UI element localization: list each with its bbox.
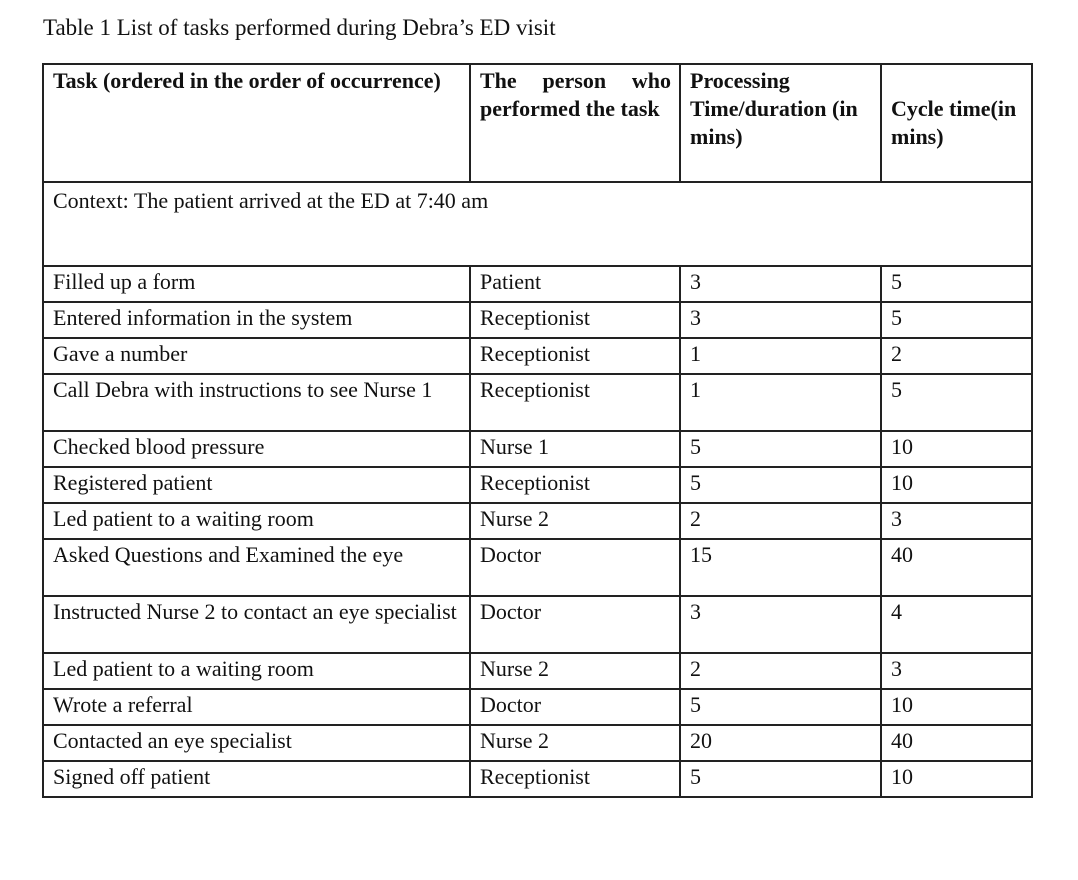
person-cell: Receptionist xyxy=(470,302,680,338)
table-row xyxy=(43,689,1032,725)
processing-time-cell: 5 xyxy=(680,431,881,467)
cycle-time-cell: 40 xyxy=(881,725,1032,761)
person-cell: Receptionist xyxy=(470,467,680,503)
processing-time-cell: 2 xyxy=(680,503,881,539)
processing-time-cell: 20 xyxy=(680,725,881,761)
cycle-time-cell: 3 xyxy=(881,503,1032,539)
person-cell: Nurse 2 xyxy=(470,503,680,539)
table-row xyxy=(43,503,1032,539)
table-body xyxy=(43,64,1032,797)
table-row xyxy=(43,338,1032,374)
task-cell: Registered patient xyxy=(43,467,470,503)
cycle-time-cell: 2 xyxy=(881,338,1032,374)
cycle-time-cell: 5 xyxy=(881,374,1032,431)
cycle-time-cell: 5 xyxy=(881,266,1032,302)
cycle-time-cell: 10 xyxy=(881,431,1032,467)
processing-time-cell: 3 xyxy=(680,302,881,338)
person-cell: Doctor xyxy=(470,596,680,653)
context-cell: Context: The patient arrived at the ED at 7:40 am xyxy=(43,182,1032,266)
table-row xyxy=(43,539,1032,596)
header-task: Task (ordered in the order of occurrence) xyxy=(43,64,470,182)
cycle-time-cell: 4 xyxy=(881,596,1032,653)
person-cell: Receptionist xyxy=(470,338,680,374)
table-caption: Table 1 List of tasks performed during Debra’s ED visit xyxy=(43,15,556,40)
task-cell: Led patient to a waiting room xyxy=(43,653,470,689)
header-person: The person who performed the task xyxy=(470,64,680,182)
context-row xyxy=(43,182,1032,266)
cycle-time-cell: 40 xyxy=(881,539,1032,596)
task-cell: Gave a number xyxy=(43,338,470,374)
header-processing-time: Processing Time/duration (in mins) xyxy=(680,64,881,182)
task-cell: Call Debra with instructions to see Nurse 1 xyxy=(43,374,470,431)
cycle-time-cell: 5 xyxy=(881,302,1032,338)
table-row xyxy=(43,374,1032,431)
processing-time-cell: 5 xyxy=(680,467,881,503)
processing-time-cell: 1 xyxy=(680,374,881,431)
table-row xyxy=(43,725,1032,761)
table-row xyxy=(43,431,1032,467)
task-cell: Checked blood pressure xyxy=(43,431,470,467)
processing-time-cell: 3 xyxy=(680,596,881,653)
task-cell: Entered information in the system xyxy=(43,302,470,338)
cycle-time-cell: 10 xyxy=(881,467,1032,503)
cycle-time-cell: 10 xyxy=(881,689,1032,725)
processing-time-cell: 5 xyxy=(680,689,881,725)
table-row xyxy=(43,467,1032,503)
person-cell: Receptionist xyxy=(470,374,680,431)
processing-time-cell: 5 xyxy=(680,761,881,797)
cycle-time-cell: 3 xyxy=(881,653,1032,689)
person-cell: Doctor xyxy=(470,539,680,596)
task-cell: Signed off patient xyxy=(43,761,470,797)
table-row xyxy=(43,266,1032,302)
person-cell: Patient xyxy=(470,266,680,302)
task-cell: Led patient to a waiting room xyxy=(43,503,470,539)
person-cell: Nurse 2 xyxy=(470,653,680,689)
person-cell: Doctor xyxy=(470,689,680,725)
table-row xyxy=(43,302,1032,338)
table-row xyxy=(43,653,1032,689)
person-cell: Nurse 2 xyxy=(470,725,680,761)
table-row xyxy=(43,761,1032,797)
task-cell: Contacted an eye specialist xyxy=(43,725,470,761)
processing-time-cell: 1 xyxy=(680,338,881,374)
task-cell: Asked Questions and Examined the eye xyxy=(43,539,470,596)
tasks-table xyxy=(42,63,1033,798)
cycle-time-cell: 10 xyxy=(881,761,1032,797)
processing-time-cell: 3 xyxy=(680,266,881,302)
person-cell: Nurse 1 xyxy=(470,431,680,467)
person-cell: Receptionist xyxy=(470,761,680,797)
task-cell: Filled up a form xyxy=(43,266,470,302)
processing-time-cell: 15 xyxy=(680,539,881,596)
task-cell: Wrote a referral xyxy=(43,689,470,725)
processing-time-cell: 2 xyxy=(680,653,881,689)
header-row xyxy=(43,64,1032,182)
table-row xyxy=(43,596,1032,653)
header-cycle-time: Cycle time(in mins) xyxy=(881,64,1032,182)
task-cell: Instructed Nurse 2 to contact an eye specialist xyxy=(43,596,470,653)
